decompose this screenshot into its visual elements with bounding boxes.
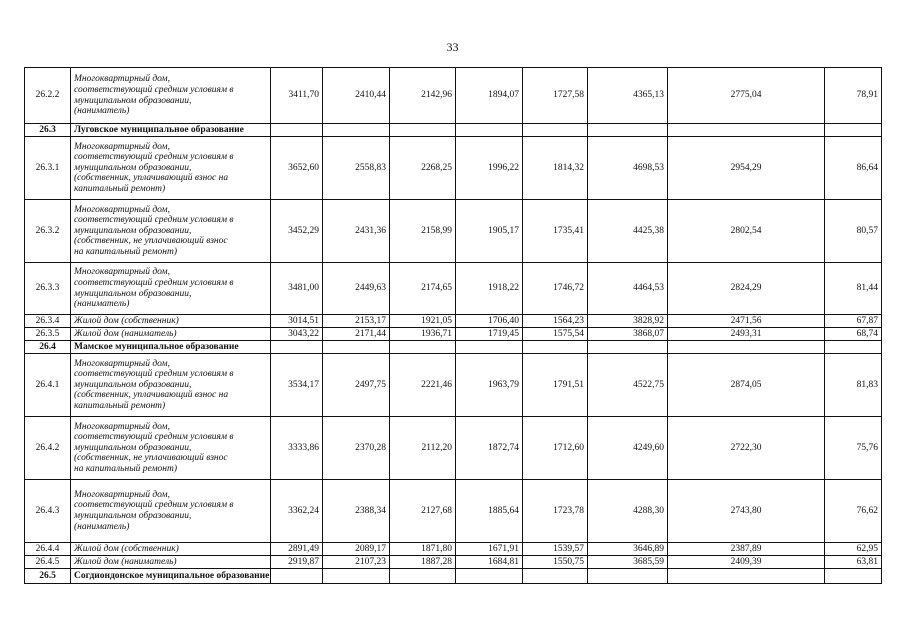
value-cell: 2449,63 [323, 263, 390, 315]
description-line: соответствующий средним условиям в [74, 500, 234, 511]
value-cell: 2824,29 [668, 263, 825, 315]
value-cell: 2743,80 [668, 480, 825, 543]
table-row [25, 137, 882, 200]
value-cell: 2370,28 [323, 417, 390, 480]
description-line: (собственник, не уплачивающий взнос [74, 236, 228, 247]
empty-cell [390, 569, 456, 584]
value-cell: 1894,07 [456, 68, 523, 124]
empty-cell [456, 124, 523, 137]
description-line: муниципальном образовании, [74, 511, 192, 521]
value-cell: 1885,64 [456, 480, 523, 543]
description-line: Жилой дом (наниматель) [74, 328, 177, 339]
value-cell: 3534,17 [271, 354, 323, 417]
row-description [71, 200, 271, 263]
value-cell: 75,76 [825, 417, 882, 480]
value-cell: 1723,78 [523, 480, 588, 543]
value-cell: 1746,72 [523, 263, 588, 315]
row-description [71, 543, 271, 556]
description-line: соответствующий средним условиям в [74, 152, 234, 163]
value-cell: 4464,53 [588, 263, 668, 315]
value-cell: 3868,07 [588, 328, 668, 341]
value-cell: 2174,65 [390, 263, 456, 315]
value-cell: 1539,57 [523, 543, 588, 556]
row-description [71, 137, 271, 200]
section-row [25, 124, 882, 137]
value-cell: 1996,22 [456, 137, 523, 200]
value-cell: 1684,81 [456, 556, 523, 569]
row-code: 26.4 [25, 341, 71, 354]
value-cell: 4425,38 [588, 200, 668, 263]
value-cell: 3481,00 [271, 263, 323, 315]
empty-cell [271, 341, 323, 354]
description-line: Многоквартирный дом, [74, 358, 170, 369]
value-cell: 1727,58 [523, 68, 588, 124]
empty-cell [668, 124, 825, 137]
row-description [71, 328, 271, 341]
table-row [25, 328, 882, 341]
value-cell: 1814,32 [523, 137, 588, 200]
page-number: 33 [446, 40, 459, 54]
description-line: на капитальный ремонт) [74, 463, 178, 474]
value-cell: 80,57 [825, 200, 882, 263]
description-line: (собственник, уплачивающий взнос на [74, 390, 229, 401]
value-cell: 78,91 [825, 68, 882, 124]
table-row [25, 556, 882, 569]
value-cell: 2158,99 [390, 200, 456, 263]
tariff-table [24, 67, 882, 584]
value-cell: 1921,05 [390, 315, 456, 328]
section-title: Мамское муниципальное образование [71, 341, 271, 354]
value-cell: 2221,46 [390, 354, 456, 417]
row-code: 26.4.5 [25, 556, 71, 569]
empty-cell [523, 341, 588, 354]
value-cell: 4698,53 [588, 137, 668, 200]
description-line: (наниматель) [74, 521, 130, 532]
value-cell: 2471,56 [668, 315, 825, 328]
description-line: Многоквартирный дом, [74, 141, 170, 152]
value-cell: 4365,13 [588, 68, 668, 124]
row-description [71, 354, 271, 417]
value-cell: 2431,36 [323, 200, 390, 263]
value-cell: 1706,40 [456, 315, 523, 328]
table-row [25, 417, 882, 480]
value-cell: 1791,51 [523, 354, 588, 417]
description-line: муниципальном образовании, [74, 95, 192, 106]
value-cell: 1936,71 [390, 328, 456, 341]
description-line: муниципальном образовании, [74, 442, 192, 453]
value-cell: 1671,91 [456, 543, 523, 556]
empty-cell [323, 124, 390, 137]
value-cell: 3828,92 [588, 315, 668, 328]
description-line: муниципальном образовании, [74, 288, 192, 299]
row-code: 26.3.2 [25, 200, 71, 263]
value-cell: 2142,96 [390, 68, 456, 124]
value-cell: 2127,68 [390, 480, 456, 543]
value-cell: 2954,29 [668, 137, 825, 200]
description-line: капитальный ремонт) [74, 183, 166, 194]
section-row [25, 341, 882, 354]
row-code: 26.3.3 [25, 263, 71, 315]
value-cell: 3646,89 [588, 543, 668, 556]
row-description [71, 68, 271, 124]
description-line: Жилой дом (наниматель) [74, 556, 177, 567]
value-cell: 2775,04 [668, 68, 825, 124]
value-cell: 1575,54 [523, 328, 588, 341]
row-code: 26.3.4 [25, 315, 71, 328]
empty-cell [523, 124, 588, 137]
description-line: Жилой дом (собственник) [74, 315, 179, 326]
value-cell: 1735,41 [523, 200, 588, 263]
description-line: соответствующий средним условиям в [74, 84, 234, 95]
value-cell: 2387,89 [668, 543, 825, 556]
row-description [71, 263, 271, 315]
description-line: муниципальном образовании, [74, 162, 192, 173]
row-code: 26.3 [25, 124, 71, 137]
row-code: 26.4.3 [25, 480, 71, 543]
empty-cell [588, 569, 668, 584]
value-cell: 2107,23 [323, 556, 390, 569]
value-cell: 2722,30 [668, 417, 825, 480]
table-row [25, 263, 882, 315]
description-line: Многоквартирный дом, [74, 74, 170, 85]
description-line: (наниматель) [74, 106, 130, 117]
value-cell: 3652,60 [271, 137, 323, 200]
row-description [71, 315, 271, 328]
description-line: Жилой дом (собственник) [74, 543, 179, 554]
description-line: муниципальном образовании, [74, 225, 192, 236]
value-cell: 2919,87 [271, 556, 323, 569]
description-line: Многоквартирный дом, [74, 204, 170, 215]
value-cell: 3333,86 [271, 417, 323, 480]
value-cell: 2268,25 [390, 137, 456, 200]
description-line: Многоквартирный дом, [74, 267, 170, 278]
row-code: 26.4.4 [25, 543, 71, 556]
row-description [71, 556, 271, 569]
value-cell: 2497,75 [323, 354, 390, 417]
value-cell: 1872,74 [456, 417, 523, 480]
value-cell: 3043,22 [271, 328, 323, 341]
value-cell: 67,87 [825, 315, 882, 328]
value-cell: 62,95 [825, 543, 882, 556]
description-line: (наниматель) [74, 299, 130, 310]
description-line: муниципальном образовании, [74, 379, 192, 390]
empty-cell [668, 341, 825, 354]
description-line: Многоквартирный дом, [74, 489, 170, 500]
section-title: Луговское муниципальное образование [71, 124, 271, 137]
value-cell: 1550,75 [523, 556, 588, 569]
table-row [25, 68, 882, 124]
empty-cell [456, 341, 523, 354]
description-line: капитальный ремонт) [74, 400, 166, 411]
value-cell: 63,81 [825, 556, 882, 569]
value-cell: 2112,20 [390, 417, 456, 480]
value-cell: 1963,79 [456, 354, 523, 417]
description-line: соответствующий средним условиям в [74, 369, 234, 380]
table-row [25, 200, 882, 263]
empty-cell [588, 341, 668, 354]
value-cell: 3685,59 [588, 556, 668, 569]
description-line: соответствующий средним условиям в [74, 277, 234, 288]
value-cell: 1719,45 [456, 328, 523, 341]
value-cell: 68,74 [825, 328, 882, 341]
value-cell: 1564,23 [523, 315, 588, 328]
value-cell: 3411,70 [271, 68, 323, 124]
description-line: соответствующий средним условиям в [74, 215, 234, 226]
description-line: (собственник, уплачивающий взнос на [74, 173, 229, 184]
empty-cell [271, 569, 323, 584]
value-cell: 76,62 [825, 480, 882, 543]
row-code: 26.3.5 [25, 328, 71, 341]
empty-cell [825, 569, 882, 584]
empty-cell [323, 341, 390, 354]
description-line: Многоквартирный дом, [74, 421, 170, 432]
empty-cell [588, 124, 668, 137]
row-description [71, 417, 271, 480]
value-cell: 2802,54 [668, 200, 825, 263]
table-row [25, 480, 882, 543]
row-description [71, 480, 271, 543]
value-cell: 1871,80 [390, 543, 456, 556]
value-cell: 2874,05 [668, 354, 825, 417]
empty-cell [456, 569, 523, 584]
value-cell: 2171,44 [323, 328, 390, 341]
row-code: 26.2.2 [25, 68, 71, 124]
row-code: 26.3.1 [25, 137, 71, 200]
empty-cell [390, 341, 456, 354]
row-code: 26.5 [25, 569, 71, 584]
value-cell: 2388,34 [323, 480, 390, 543]
table-body [25, 68, 882, 584]
description-line: (собственник, не уплачивающий взнос [74, 453, 228, 464]
value-cell: 3452,29 [271, 200, 323, 263]
empty-cell [825, 341, 882, 354]
value-cell: 2493,31 [668, 328, 825, 341]
description-line: соответствующий средним условиям в [74, 432, 234, 443]
value-cell: 2089,17 [323, 543, 390, 556]
empty-cell [271, 124, 323, 137]
table-row [25, 315, 882, 328]
value-cell: 81,44 [825, 263, 882, 315]
value-cell: 86,64 [825, 137, 882, 200]
value-cell: 1905,17 [456, 200, 523, 263]
empty-cell [668, 569, 825, 584]
empty-cell [390, 124, 456, 137]
value-cell: 2409,39 [668, 556, 825, 569]
empty-cell [323, 569, 390, 584]
description-line: на капитальный ремонт) [74, 246, 178, 257]
value-cell: 1712,60 [523, 417, 588, 480]
value-cell: 3014,51 [271, 315, 323, 328]
row-code: 26.4.1 [25, 354, 71, 417]
section-title: Согдиондонское муниципальное образование [71, 569, 271, 584]
section-row [25, 569, 882, 584]
table-row [25, 354, 882, 417]
value-cell: 4249,60 [588, 417, 668, 480]
value-cell: 1887,28 [390, 556, 456, 569]
value-cell: 2410,44 [323, 68, 390, 124]
empty-cell [523, 569, 588, 584]
value-cell: 2891,49 [271, 543, 323, 556]
value-cell: 81,83 [825, 354, 882, 417]
value-cell: 4522,75 [588, 354, 668, 417]
table-row [25, 543, 882, 556]
value-cell: 2558,83 [323, 137, 390, 200]
value-cell: 2153,17 [323, 315, 390, 328]
row-code: 26.4.2 [25, 417, 71, 480]
value-cell: 3362,24 [271, 480, 323, 543]
empty-cell [825, 124, 882, 137]
value-cell: 4288,30 [588, 480, 668, 543]
value-cell: 1918,22 [456, 263, 523, 315]
